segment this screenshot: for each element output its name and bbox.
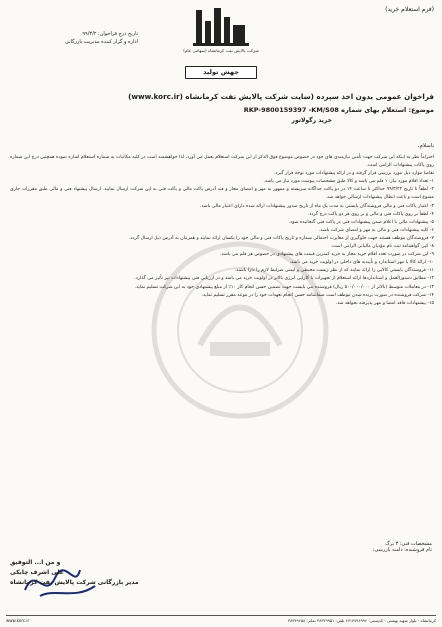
body-item: ۶- کلیه پیشنهادات فنی و مالی به مهر و امضای شرکت باشد.	[318, 227, 434, 233]
greeting: باسلام،	[417, 143, 434, 149]
body-item: ۵- پیشنهادات مالی با اعلام ضمن پیشنهادات فنی در پاکت فنی گنجانیده شود.	[288, 219, 434, 225]
document-title: فراخوان عمومی بدون اخذ سپرده (سایت شرکت پالایش نفت کرمانشاه (www.korc.ir)	[128, 92, 434, 101]
company-logo	[171, 7, 271, 67]
field-date: نام فروشنده: دامنه بازرسی:	[372, 547, 432, 553]
body-item: ۱۱- فروشندگان بایستی کالایی را ارائه نمایند که از نظر زیست محیطی و ایمنی شرایط لازم را دارا باشند.	[234, 268, 434, 274]
body-item: ۹- این شرکت در صورت تعدد اقلام خرید مجاز به خرید کمترین قیمت های پیشنهادی در خصوص هر قلم می باشد.	[220, 252, 434, 258]
subject-item: خرید رگولاتور	[291, 117, 332, 124]
bottom-fields	[282, 541, 432, 553]
footer-address: کرمانشاه - بلوار شهید بهشتی - کدپستی: ۶۷۱۴۷۹۶۹۹۶ تلفن: ۳۸۳۴۹۹۵۱ نمابر: ۳۸۳۴۹۶۵۸	[287, 618, 436, 623]
subject-line: موضوع: استعلام بهای شماره RKP-9800159397 -KM/S08	[243, 106, 434, 114]
signature-title: مدیر بازرگانی شرکت پالایش نفت کرمانشاه	[10, 579, 139, 586]
body-item: ۱۲- مطابق دستورالعمل و استانداردها ارائه استعلام از تجهیزات با کارایی انرژی بالاتر در اولویت خرید می باشد و در ارزیابی فنی پیشنهادات نیز تأثیر می گذارد.	[134, 276, 434, 282]
body-item: ۳- اعتبار پاکات فنی و مالی فروشندگان بایستی به مدت یک ماه از تاریخ صدور پیشنهادات ارائه شده دارای اعتبار مالی باشد.	[199, 203, 434, 209]
body-paragraph: تقاضا موارد ذیل مورد بررسی قرار گرفته و در ارائه پیشنهادات مورد توجه قرار گیرد.	[274, 171, 434, 177]
body-item: ۴- لطفاً بر روی پاکات فنی و مالی و بر روی هر دو پاکت درج گردد.	[307, 211, 434, 217]
letter-dept: اداره و گزار کننده مدیریت بازرگانی	[65, 39, 138, 45]
body-item: ۲- لطفاً تا تاریخ ۹۹/۳/۲۲ حداکثر تا ساعت ۱۴ در دو پاکت جداگانه سربسته و ممهور به مهر و امضای مجاز و قید آدرس پاکت مالی و پاکت فنی به این شرکت ارسال نمایید. ارسال پیشنهاد فنی و مالی طبق مقررات جاری ممنوع است و باعث ابطال پیشنهادات ارسالی خواهد شد.	[10, 187, 434, 201]
body-item: ۱۵- پیشنهادات فاقد امضا و مهر پذیرفته نخواهد شد.	[335, 300, 434, 306]
stamp-label: جهش تولید	[185, 66, 257, 79]
signature-name: علی اشرف چابکی	[10, 569, 64, 576]
letter-date: تاریخ درج فراخوان: ۹۹/۳/۲	[82, 31, 138, 37]
body-item: ۱۴- شرکت فروشنده در صورت برنده شدن موظف است ضمانتنامه حسن انجام تعهدات خود را در موعد مقرر تسلیم نماید.	[201, 292, 434, 298]
body-item: ۱- تعداد اقلام مورد نیاز: ۱ قلم می باشد و کالا طبق مشخصات پیوست مورد نیاز می باشد.	[263, 179, 434, 185]
form-type-note: (فرم استعلام خرید)	[385, 6, 434, 13]
document-body	[10, 154, 434, 308]
signature-closing: و من ا... التوفیق	[10, 559, 61, 566]
field-receiver: مشخصات فنی: ۳ برگ	[385, 541, 432, 547]
company-name: شرکت پالایش نفت کرمانشاه (سهامی عام)	[183, 48, 259, 53]
letter-meta	[8, 30, 138, 46]
body-item: ۸- کپی گواهینامه ثبت نام مؤدیان مالیاتی الزامی است.	[330, 244, 434, 250]
body-paragraph: احتراماً نظر به اینکه این شرکت جهت تأمین نیازمندی های خود در خصوص موضوع فوق الذکر از این شرکت استعلام بعمل می آورد، لذا خواهشمند است در کلیه مکاتبات به شماره استعلام اشاره نموده همچنین درج این شماره روی پاکات پیشنهادات الزامی است.	[10, 155, 434, 169]
body-item: ۱۰- ارائه کالا با مهر استاندارد و تأییدیه های داخلی در اولویت خرید می باشد.	[289, 260, 434, 266]
body-item: ۷- فروشندگان موظف هستند جهت جلوگیری از مغایرت احتمالی شماره و تاریخ پاکات فنی و مالی خود را یکسان ارائه نمایند و همزمان به آدرس ذیل ارسال گردد.	[128, 235, 434, 241]
footer-website: www.korc.ir	[6, 618, 30, 623]
page-footer	[6, 615, 436, 623]
signature-block	[10, 558, 190, 588]
refinery-logo-icon	[193, 7, 249, 47]
body-item: ۱۳- در معاملات متوسط (بالاتر از ۵۰۰/۰۰۰/۰۰۰ ریال) فروشنده می بایست جهت تضمین حسن انجام کار ۱۰٪ از مبلغ پیشنهادی خود به این شرکت تسلیم نماید.	[134, 284, 434, 290]
